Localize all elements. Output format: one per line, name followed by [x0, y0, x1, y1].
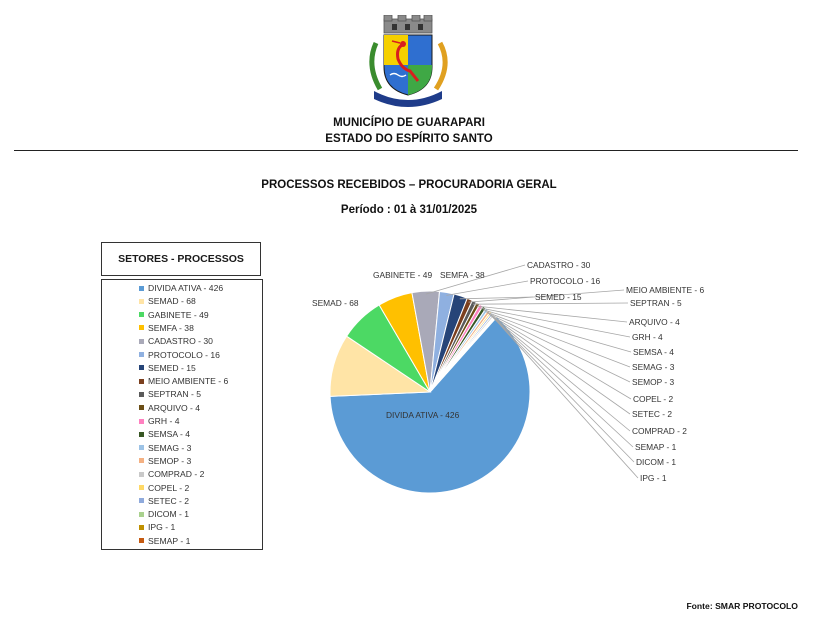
legend-label: COMPRAD - 2 — [148, 469, 205, 480]
slice-label: ARQUIVO - 4 — [629, 317, 680, 327]
legend-label: COPEL - 2 — [148, 482, 190, 493]
slice-label: MEIO AMBIENTE - 6 — [626, 285, 705, 295]
slice-label: IPG - 1 — [640, 473, 667, 483]
slice-label: SEMAG - 3 — [632, 362, 675, 372]
legend-label: SEMAG - 3 — [148, 442, 192, 453]
legend-label: ARQUIVO - 4 — [148, 402, 201, 413]
leader-line — [446, 281, 528, 295]
municipality-name: MUNICÍPIO DE GUARAPARI — [333, 117, 485, 129]
slice-label: SEMOP - 3 — [632, 377, 675, 387]
legend-label: GABINETE - 49 — [148, 309, 209, 320]
state-name: ESTADO DO ESPÍRITO SANTO — [325, 133, 493, 145]
slice-label: PROTOCOLO - 16 — [530, 276, 601, 286]
slice-label: SEMSA - 4 — [633, 347, 674, 357]
legend-label: PROTOCOLO - 16 — [148, 349, 220, 360]
legend-title: SETORES - PROCESSOS — [101, 242, 261, 276]
slice-label: SEPTRAN - 5 — [630, 298, 682, 308]
legend-label: CADASTRO - 30 — [148, 336, 213, 347]
source-note: Fonte: SMAR PROTOCOLO — [686, 601, 798, 611]
slice-label: GABINETE - 49 — [373, 270, 433, 280]
legend-label: GRH - 4 — [148, 416, 180, 426]
legend-label: SETEC - 2 — [148, 495, 190, 506]
legend-label: SEMAD - 68 — [148, 296, 196, 307]
slice-label: GRH - 4 — [632, 332, 663, 342]
slice-label: SEMFA - 38 — [440, 270, 485, 280]
legend-label: DIVIDA ATIVA - 426 — [148, 283, 224, 293]
slice-label: SEMED - 15 — [535, 292, 582, 302]
legend-label: DICOM - 1 — [148, 509, 190, 520]
slice-label: DIVIDA ATIVA - 426 — [386, 410, 460, 420]
report-period: Período : 01 à 31/01/2025 — [340, 204, 478, 216]
legend-label: IPG - 1 — [148, 522, 176, 533]
slice-label: SEMAP - 1 — [635, 442, 677, 452]
slice-label: SEMAD - 68 — [312, 298, 359, 308]
legend-label: SEMED - 15 — [148, 362, 196, 373]
legend-label: SEMSA - 4 — [148, 429, 191, 440]
legend-label: SEPTRAN - 5 — [148, 389, 202, 400]
legend-label: MEIO AMBIENTE - 6 — [148, 376, 229, 387]
leader-line — [473, 303, 628, 304]
slice-label: DICOM - 1 — [636, 457, 677, 467]
slice-label: COMPRAD - 2 — [632, 426, 687, 436]
legend-label: SEMAP - 1 — [148, 535, 191, 546]
legend-label: SEMOP - 3 — [148, 455, 192, 466]
slice-label: CADASTRO - 30 — [527, 260, 591, 270]
legend-label: SEMFA - 38 — [148, 322, 194, 333]
report-title: PROCESSOS RECEBIDOS – PROCURADORIA GERAL — [261, 179, 557, 191]
slice-label: SETEC - 2 — [632, 409, 673, 419]
slice-label: COPEL - 2 — [633, 394, 674, 404]
